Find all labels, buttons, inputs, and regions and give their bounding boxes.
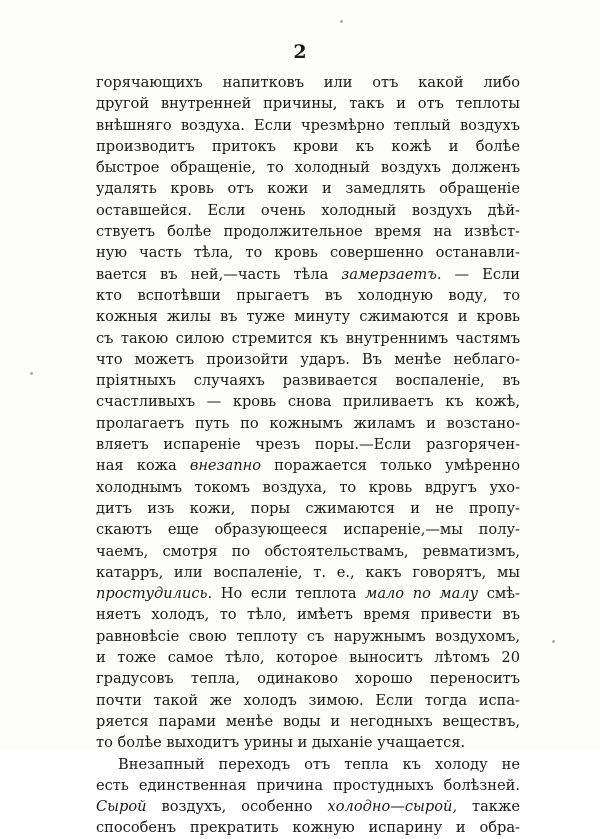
text-run: скаютъ еще образующееся испареніе,—мы полу-	[96, 521, 520, 539]
text-line	[96, 72, 520, 93]
text-run: ствуетъ болѣе продолжительное время на извѣст-	[96, 223, 520, 241]
text-line	[96, 200, 520, 221]
text-line	[96, 647, 520, 668]
text-run: воздухъ, особенно	[146, 798, 328, 816]
text-line	[96, 349, 520, 370]
text-line	[96, 93, 520, 114]
text-line	[96, 306, 520, 327]
text-run: кожныя жилы въ туже минуту сжимаются и кровь	[96, 308, 520, 326]
text-run: катарръ, или воспаленіе, т. е., какъ говорятъ, мы	[96, 563, 520, 581]
text-line	[96, 690, 520, 711]
text-run: ная кожа	[96, 457, 190, 475]
text-run: есть единственная причина простудныхъ болѣзней.	[96, 776, 520, 794]
text-run: . Но если теплота	[207, 585, 366, 603]
text-line	[96, 817, 520, 838]
italic-text: холодно—сырой	[327, 798, 453, 816]
text-run: почти такой же холодъ зимою. Если тогда испа-	[96, 691, 520, 709]
text-run: способенъ прекратить кожную испарину и обра-	[96, 819, 520, 837]
italic-text: замерзаетъ	[341, 265, 437, 283]
text-run: производитъ притокъ крови къ кожѣ и болѣе	[96, 137, 520, 155]
text-line	[96, 285, 520, 306]
italic-text: мало по малу	[365, 585, 479, 603]
text-run: что можетъ произойти ударъ. Въ менѣе неблаго-	[96, 350, 520, 368]
text-run: пролагаетъ путь по кожнымъ жиламъ и возстано-	[96, 414, 520, 432]
text-line	[96, 264, 520, 285]
text-run: оставшейся. Если очень холодный воздухъ дѣй-	[96, 201, 520, 219]
text-line	[96, 115, 520, 136]
italic-text: простудились	[96, 585, 208, 603]
text-run: то болѣе выходитъ урины и дыханіе учащается.	[96, 734, 466, 752]
text-run: поражается только умѣренно	[261, 457, 520, 475]
text-run: чаемъ, смотря по обстоятельствамъ, ревматизмъ,	[96, 542, 520, 560]
text-run: дитъ изъ кожи, поры сжимаются и не пропу-	[96, 499, 520, 517]
text-line	[96, 626, 520, 647]
text-line	[96, 242, 520, 263]
text-line	[96, 455, 520, 476]
text-line	[96, 157, 520, 178]
italic-text: Сырой	[96, 798, 147, 816]
text-run: ную часть тѣла, то кровь совершенно останавли-	[96, 244, 520, 262]
text-run: вляетъ испареніе чрезъ поры.—Если разгорячен-	[96, 436, 520, 454]
text-run: . — Если	[436, 265, 520, 283]
text-run: , также	[452, 798, 520, 816]
text-line	[96, 391, 520, 412]
text-line	[96, 583, 520, 604]
text-line	[96, 711, 520, 732]
scan-speck	[30, 372, 33, 375]
text-run: съ такою силою стремится къ внутреннимъ частямъ	[96, 329, 520, 347]
text-line	[96, 796, 520, 817]
page-number: 2	[293, 41, 307, 63]
text-line	[96, 136, 520, 157]
italic-text: внезапно	[189, 457, 262, 475]
text-line	[96, 775, 520, 796]
body-text	[96, 72, 520, 839]
scan-speck	[340, 20, 343, 23]
text-line	[96, 178, 520, 199]
text-run: счастливыхъ — кровь снова приливаетъ къ кожѣ,	[96, 393, 520, 411]
text-line	[96, 370, 520, 391]
text-run: равновѣсіе свою теплоту съ наружнымъ воздухомъ,	[96, 627, 520, 645]
text-line	[96, 477, 520, 498]
text-line	[96, 562, 520, 583]
text-run: ряется парами менѣе воды и негодныхъ веществъ,	[96, 712, 520, 730]
text-line	[96, 732, 520, 753]
text-run: пріятныхъ случаяхъ развивается воспаленіе, въ	[96, 372, 520, 390]
text-line	[96, 498, 520, 519]
text-line	[96, 754, 520, 775]
text-line	[96, 328, 520, 349]
text-run: внѣшняго воздуха. Если чрезмѣрно теплый воздухъ	[96, 116, 520, 134]
text-run: быстрое обращеніе, то холодный воздухъ долженъ	[96, 159, 520, 177]
text-run: Внезапный переходъ отъ тепла къ холоду не	[118, 755, 520, 773]
text-run: другой внутренней причины, такъ и отъ теплоты	[96, 95, 520, 113]
text-line	[96, 434, 520, 455]
text-run: градусовъ тепла, одинаково хорошо переноситъ	[96, 670, 520, 688]
text-line	[96, 604, 520, 625]
text-run: и тоже самое тѣло, которое выноситъ лѣтомъ 20	[96, 649, 520, 667]
text-run: удалять кровь отъ кожи и замедлять обращеніе	[96, 180, 520, 198]
text-line	[96, 668, 520, 689]
text-line	[96, 541, 520, 562]
text-line	[96, 413, 520, 434]
text-run: смѣ-	[478, 585, 520, 603]
text-run: кто вспотѣвши прыгаетъ въ холодную воду, то	[96, 286, 520, 304]
text-run: горячающихъ напитковъ или отъ какой либо	[96, 74, 520, 91]
text-line	[96, 221, 520, 242]
text-run: няетъ холодъ, то тѣло, имѣетъ время привести въ	[96, 606, 520, 624]
text-run: вается въ ней,—часть тѣла	[96, 265, 342, 283]
scan-speck	[552, 640, 555, 643]
text-run: холоднымъ токомъ воздуха, то кровь вдругъ ухо-	[96, 478, 520, 496]
text-line	[96, 519, 520, 540]
